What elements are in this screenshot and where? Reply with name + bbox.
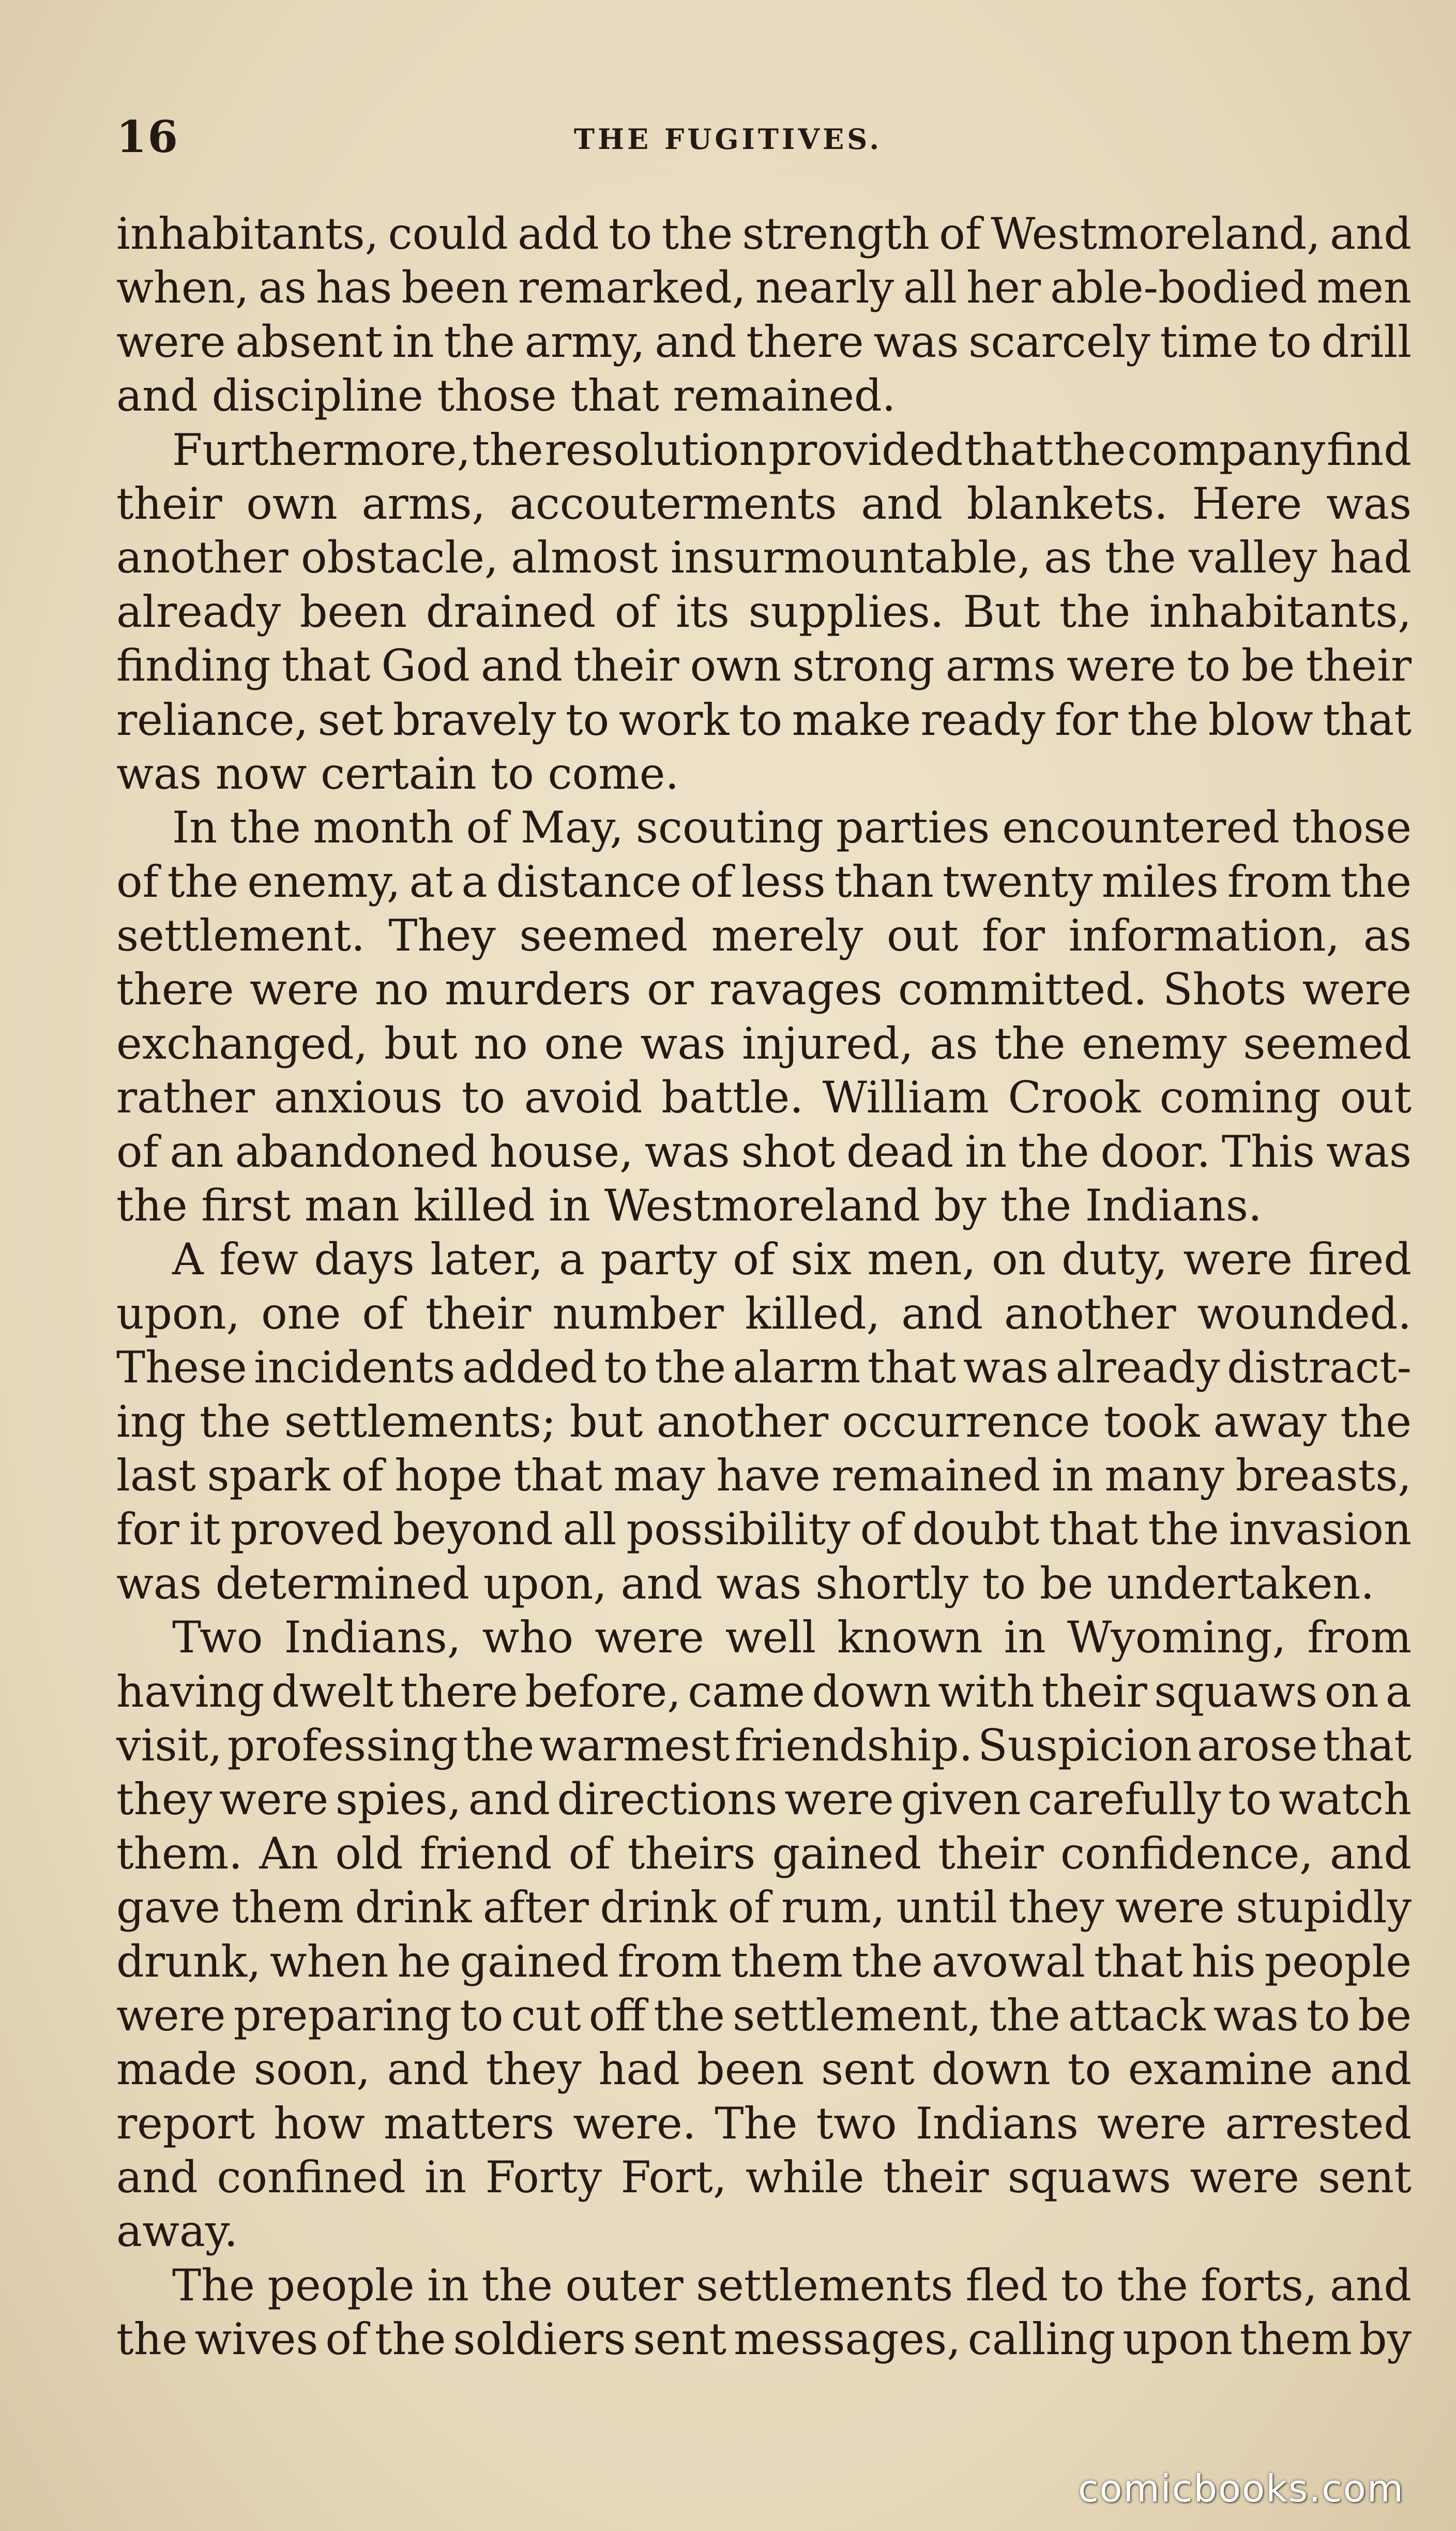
text-line: for it proved beyond all possibility of doubt that the invasion [116,1504,1412,1555]
text-line: exchanged, but no one was injured, as the enemy seemed [116,1018,1412,1069]
text-line: The people in the outer settlements fled to the forts, and [172,2259,1412,2311]
text-line: their own arms, accouterments and blankets. Here was [116,478,1412,529]
running-head [116,111,1340,168]
text-line: These incidents added to the alarm that was already distract- [116,1342,1412,1393]
text-line: gave them drink after drink of rum, until they were stupidly [116,1882,1412,1933]
text-line: reliance, set bravely to work to make ready for the blow that [116,694,1412,745]
text-line: ing the settlements; but another occurrence took away the [116,1396,1412,1447]
watermark: comicbooks.com [1078,2467,1404,2510]
text-line: report how matters were. The two Indians were arrested [116,2098,1412,2149]
text-line: inhabitants, could add to the strength of Westmoreland, and [116,208,1412,259]
text-line: made soon, and they had been sent down to examine and [116,2044,1412,2095]
text-line: settlement. They seemed merely out for information, as [116,910,1412,961]
text-line: A few days later, a party of six men, on duty, were fired [172,1234,1412,1285]
text-line: upon, one of their number killed, and another wounded. [116,1288,1412,1339]
text-line: and discipline those that remained. [116,370,896,421]
body-text [116,207,1412,2367]
text-line: already been drained of its supplies. But the inhabitants, [116,586,1412,637]
text-line: Furthermore, the resolution provided that the company find [172,424,1412,475]
text-line: rather anxious to avoid battle. William Crook coming out [116,1072,1412,1123]
text-line: they were spies, and directions were given carefully to watch [116,1774,1412,1825]
text-line: of an abandoned house, was shot dead in the door. This was [116,1126,1412,1177]
page-number: 16 [116,111,179,162]
text-line: the first man killed in Westmoreland by the Indians. [116,1180,1262,1231]
text-line: were preparing to cut off the settlement, the attack was to be [116,1990,1412,2041]
text-line: In the month of May, scouting parties encountered those [172,802,1412,853]
text-line: when, as has been remarked, nearly all her able-bodied men [116,262,1412,313]
running-title: THE FUGITIVES. [573,123,883,156]
text-line: there were no murders or ravages committed. Shots were [116,964,1412,1015]
text-line: visit, professing the warmest friendship. Suspicion arose that [116,1720,1412,1771]
text-line: of the enemy, at a distance of less than twenty miles from the [116,856,1412,907]
text-line: and confined in Forty Fort, while their squaws were sent [116,2152,1412,2203]
text-line: them. An old friend of theirs gained their confidence, and [116,1828,1412,1879]
text-line: having dwelt there before, came down with their squaws on a [116,1666,1412,1717]
text-line: away. [116,2206,238,2257]
text-line: another obstacle, almost insurmountable, as the valley had [116,532,1412,583]
text-line: last spark of hope that may have remained in many breasts, [116,1450,1412,1501]
text-line: was determined upon, and was shortly to be undertaken. [116,1558,1375,1609]
text-line: were absent in the army, and there was scarcely time to drill [116,316,1412,367]
text-line: was now certain to come. [116,748,679,799]
text-line: drunk, when he gained from them the avowal that his people [116,1936,1412,1987]
text-line: finding that God and their own strong arms were to be their [116,640,1412,691]
text-line: Two Indians, who were well known in Wyoming, from [172,1612,1412,1663]
text-line: the wives of the soldiers sent messages, calling upon them by [116,2314,1412,2365]
